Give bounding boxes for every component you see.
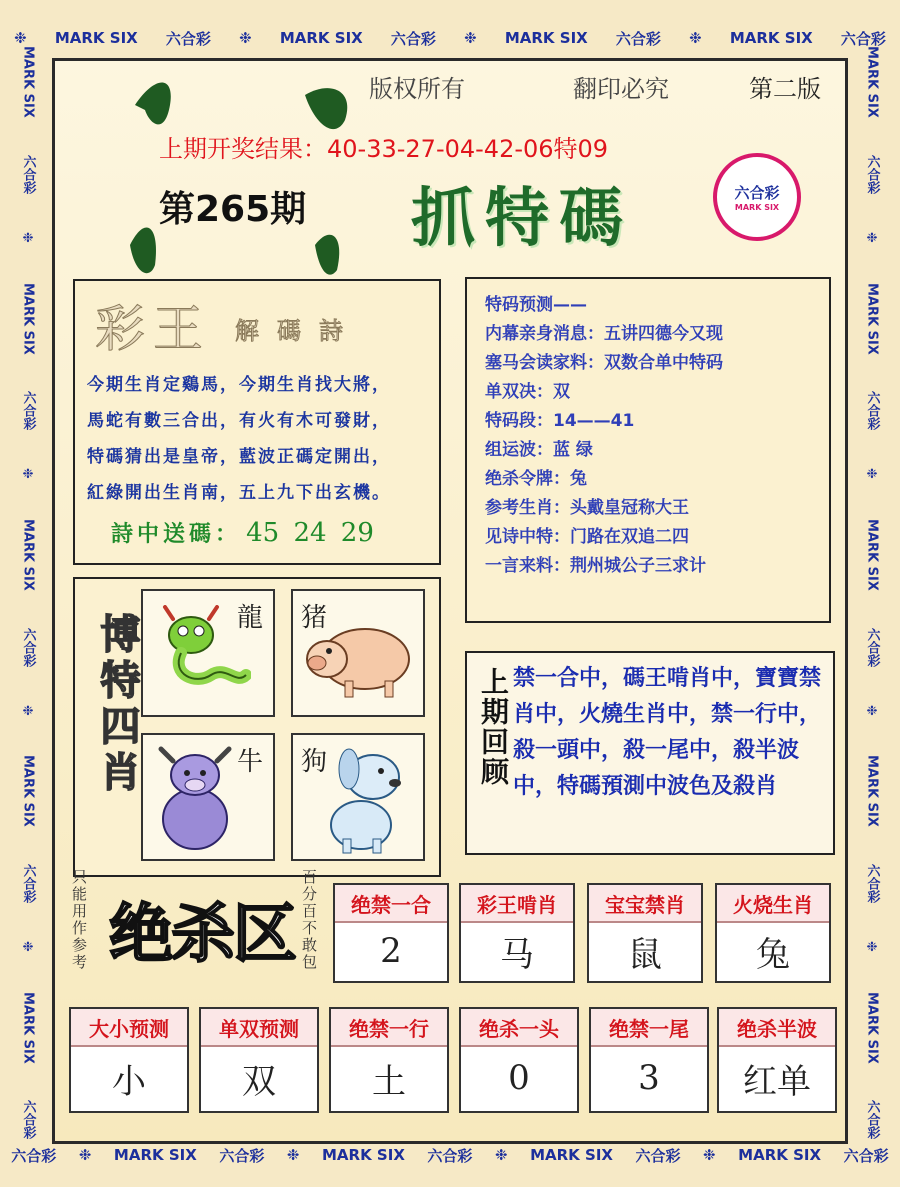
- border-text-mark-six: MARK SIX: [864, 755, 880, 828]
- poem-title-small: 解碼詩: [235, 317, 361, 345]
- prediction-item: [485, 378, 723, 407]
- prediction-box: [465, 277, 831, 623]
- border-text-mark-six: MARK SIX: [279, 29, 363, 47]
- kill-cell-value: 鼠: [628, 934, 662, 975]
- poem-line: 特碼猜出是皇帝，藍波正碼定開出，: [87, 447, 391, 467]
- kill-cell-head: 绝杀半波: [719, 1009, 835, 1047]
- kill-cell-head: 绝禁一合: [335, 885, 447, 923]
- kill-cell-head: 火烧生肖: [717, 885, 829, 923]
- kill-cell: [329, 1007, 449, 1113]
- animal-ox: [141, 733, 275, 861]
- border-text-lhc: 六合彩: [20, 864, 36, 904]
- border-text-mark-six: MARK SIX: [864, 519, 880, 591]
- kill-cell-head: 大小预测: [71, 1009, 187, 1047]
- prediction-value: 双: [553, 382, 570, 402]
- prediction-label: 单双决：: [485, 382, 553, 402]
- kill-cell-value: 小: [112, 1061, 146, 1102]
- border-flower: ❉: [239, 29, 252, 47]
- edition-text: 第二版: [749, 75, 821, 103]
- border-flower: ❉: [864, 703, 880, 719]
- poem-title-big: 彩王: [95, 300, 211, 358]
- kill-cell: [459, 1007, 579, 1113]
- animal-pig: [291, 589, 425, 717]
- kill-cell-head: 绝杀一头: [461, 1009, 577, 1047]
- bote-title: 博特四肖: [94, 613, 141, 797]
- animal-label: 猪: [301, 603, 328, 633]
- animal-dragon: [141, 589, 275, 717]
- border-text-lhc: 六合彩: [427, 1146, 473, 1165]
- prediction-item: [485, 465, 723, 494]
- animal-label: 狗: [301, 747, 328, 777]
- review-box: [465, 651, 835, 855]
- border-text-lhc: 六合彩: [20, 1100, 36, 1140]
- logo-text: 六合彩: [734, 184, 780, 202]
- main-title: 抓特碼: [411, 181, 633, 256]
- border-text-lhc: 六合彩: [390, 29, 436, 48]
- prediction-label: 塞马会读家料：: [485, 353, 604, 373]
- kill-cell-value: 2: [380, 931, 402, 971]
- poem-send-label: 詩中送碼：: [111, 521, 242, 547]
- logo: [713, 153, 801, 241]
- prediction-item: [485, 320, 723, 349]
- border-flower: ❉: [464, 29, 477, 47]
- kill-cell-head: 宝宝禁肖: [589, 885, 701, 923]
- border-left: [4, 28, 52, 1158]
- border-text-lhc: 六合彩: [615, 29, 661, 48]
- poem-line: 紅綠開出生肖南，五上九下出玄機。: [87, 483, 391, 503]
- poem-box: [73, 279, 441, 565]
- kill-cell: [69, 1007, 189, 1113]
- border-text-lhc: 六合彩: [840, 29, 886, 48]
- poem-line: 今期生肖定鷄馬，今期生肖找大將，: [87, 375, 391, 395]
- border-right: [848, 28, 896, 1158]
- prediction-label: 绝杀令牌：: [485, 469, 570, 489]
- logo-sub: MARK SIX: [734, 203, 780, 212]
- border-flower: ❉: [286, 1146, 300, 1164]
- prediction-item: [485, 407, 723, 436]
- last-result-label: 上期开奖结果：: [159, 135, 327, 163]
- prediction-item: [485, 494, 723, 523]
- border-flower: ❉: [864, 939, 880, 955]
- prediction-value: 兔: [570, 469, 587, 489]
- copyright-text: 版权所有: [369, 75, 465, 103]
- animal-dog: [291, 733, 425, 861]
- border-text-mark-six: MARK SIX: [864, 991, 880, 1064]
- border-text-mark-six: MARK SIX: [20, 519, 36, 591]
- border-text-lhc: 六合彩: [864, 155, 880, 195]
- border-text-lhc: 六合彩: [20, 391, 36, 431]
- border-text-mark-six: MARK SIX: [20, 991, 36, 1064]
- kill-zone-right-note: 百分百不敢包: [300, 869, 318, 971]
- kill-cell-value: 马: [500, 934, 534, 975]
- review-text: 禁一合中，碼王啃肖中，寶寶禁肖中，火燒生肖中，禁一行中，殺一頭中，殺一尾中，殺半波中，特碼預測中波色及殺肖: [513, 666, 822, 799]
- bote-box: [73, 577, 441, 877]
- kill-cell-value: 土: [372, 1061, 406, 1102]
- prediction-label: 见诗中特：: [485, 527, 570, 547]
- border-text-lhc: 六合彩: [20, 627, 36, 667]
- border-flower: ❉: [864, 467, 880, 483]
- border-text-mark-six: MARK SIX: [504, 29, 588, 47]
- border-text-mark-six: MARK SIX: [864, 46, 880, 119]
- border-text-lhc: 六合彩: [843, 1146, 889, 1165]
- border-flower: ❉: [78, 1146, 92, 1164]
- animal-label: 龍: [236, 603, 263, 633]
- kill-cell-value: 3: [638, 1058, 660, 1098]
- no-reprint-text: 翻印必究: [573, 75, 669, 103]
- prediction-label: 一言来料：: [485, 556, 570, 576]
- border-text-mark-six: MARK SIX: [113, 1146, 197, 1164]
- border-text-mark-six: MARK SIX: [729, 29, 813, 47]
- last-result: [159, 129, 608, 164]
- ox-icon: [151, 741, 241, 855]
- review-title: 上期回顾: [477, 667, 510, 787]
- prediction-item: [485, 523, 723, 552]
- border-text-mark-six: MARK SIX: [864, 282, 880, 355]
- border-top: [0, 18, 900, 58]
- last-result-value: 40-33-27-04-42-06特09: [327, 135, 609, 163]
- prediction-value: 头戴皇冠称大王: [570, 498, 689, 518]
- prediction-label: 组运波：: [485, 440, 553, 460]
- poem-line: 馬蛇有數三合出，有火有木可發財，: [87, 411, 391, 431]
- kill-cell-head: 彩王啃肖: [461, 885, 573, 923]
- kill-cell: [589, 1007, 709, 1113]
- prediction-label: 内幕亲身消息：: [485, 324, 604, 344]
- border-flower: ❉: [703, 1146, 716, 1164]
- kill-zone-title: 绝杀区: [109, 898, 295, 972]
- animal-label: 牛: [236, 747, 263, 777]
- poem-send-value: 45 24 29: [246, 518, 374, 548]
- prediction-item: [485, 436, 723, 465]
- kill-cell: [199, 1007, 319, 1113]
- prediction-item: [485, 552, 723, 581]
- border-text-mark-six: MARK SIX: [20, 282, 36, 355]
- kill-cell-head: 绝禁一行: [331, 1009, 447, 1047]
- border-flower: ❉: [14, 29, 27, 47]
- prediction-value: 双数合单中特码: [604, 353, 723, 373]
- border-text-mark-six: MARK SIX: [530, 1146, 613, 1164]
- border-text-lhc: 六合彩: [864, 391, 880, 431]
- border-text-lhc: 六合彩: [864, 864, 880, 904]
- poem-lines: [87, 367, 391, 511]
- kill-cell-value: 兔: [756, 934, 790, 975]
- border-text-lhc: 六合彩: [635, 1146, 681, 1165]
- border-flower: ❉: [689, 29, 702, 47]
- poem-send: [111, 517, 374, 548]
- border-flower: ❉: [494, 1146, 508, 1164]
- prediction-value: 蓝 绿: [553, 440, 593, 460]
- border-flower: ❉: [20, 230, 36, 246]
- kill-cell-value: 红单: [743, 1061, 811, 1102]
- border-text-lhc: 六合彩: [864, 627, 880, 667]
- border-text-lhc: 六合彩: [219, 1146, 265, 1165]
- prediction-value: 五讲四德今又现: [604, 324, 723, 344]
- border-text-lhc: 六合彩: [165, 29, 211, 48]
- kill-cell: [587, 883, 703, 983]
- kill-cell: [459, 883, 575, 983]
- border-text-mark-six: MARK SIX: [20, 46, 36, 119]
- issue-number: 第265期: [159, 189, 307, 230]
- kill-cell: [333, 883, 449, 983]
- prediction-label: 特码段：: [485, 411, 553, 431]
- kill-cell: [717, 1007, 837, 1113]
- border-text-mark-six: MARK SIX: [322, 1146, 405, 1164]
- kill-cell: [715, 883, 831, 983]
- prediction-value: 14——41: [553, 411, 635, 431]
- kill-cell-head: 单双预测: [201, 1009, 317, 1047]
- kill-cell-value: 双: [242, 1061, 276, 1102]
- prediction-value: 门路在双追二四: [570, 527, 689, 547]
- content-panel: [52, 58, 848, 1144]
- kill-cell-head: 绝禁一尾: [591, 1009, 707, 1047]
- kill-cell-value: 0: [508, 1058, 530, 1098]
- border-flower: ❉: [20, 939, 36, 955]
- border-flower: ❉: [20, 703, 36, 719]
- border-text-lhc: 六合彩: [11, 1146, 57, 1165]
- prediction-label: 参考生肖：: [485, 498, 570, 518]
- border-text-mark-six: MARK SIX: [20, 755, 36, 828]
- border-flower: ❉: [20, 467, 36, 483]
- border-text-lhc: 六合彩: [864, 1100, 880, 1140]
- prediction-list: [485, 291, 723, 581]
- border-flower: ❉: [864, 230, 880, 246]
- border-text-mark-six: MARK SIX: [738, 1146, 822, 1164]
- prediction-heading: 特码预测——: [485, 295, 587, 315]
- prediction-item: [485, 349, 723, 378]
- kill-zone-left-note: 只能用作参考: [70, 869, 88, 971]
- prediction-value: 荆州城公子三求计: [570, 556, 706, 576]
- border-text-mark-six: MARK SIX: [54, 29, 138, 47]
- border-text-lhc: 六合彩: [20, 155, 36, 195]
